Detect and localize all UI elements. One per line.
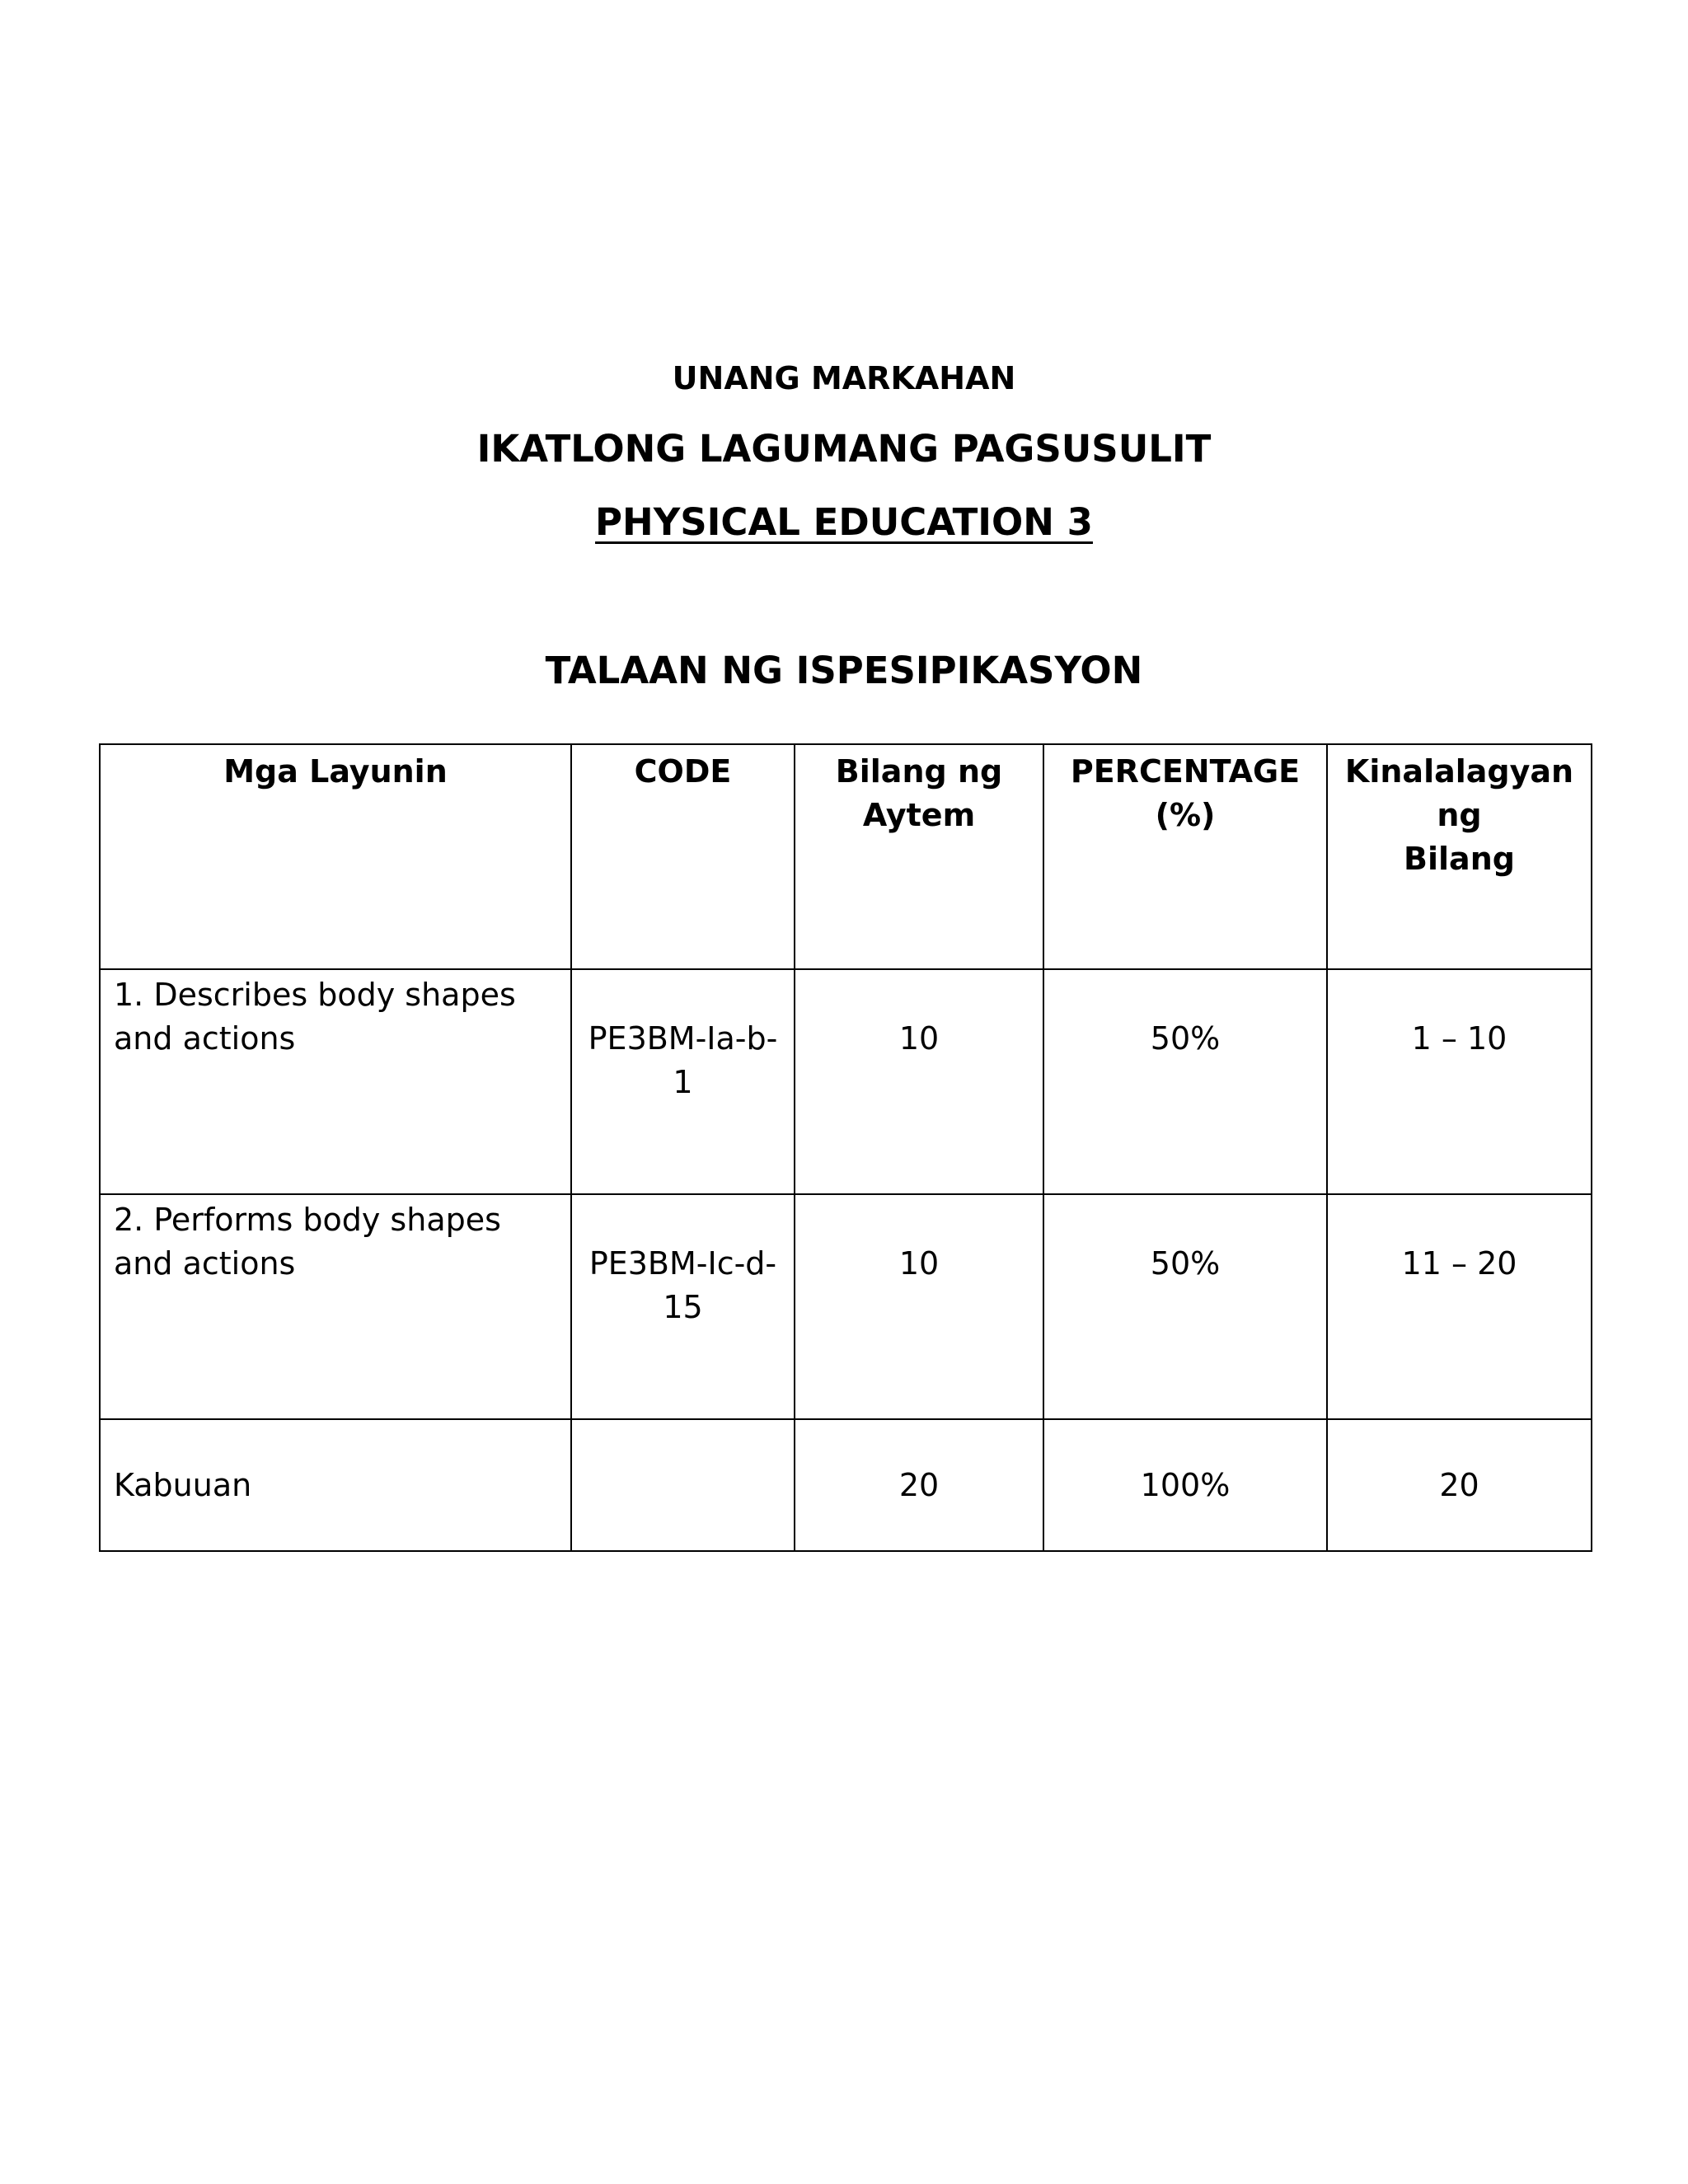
- table-row: [100, 1194, 1592, 1419]
- total-percentage-cell: 100%: [1043, 1419, 1327, 1551]
- total-row: [100, 1419, 1592, 1551]
- quarter-heading: UNANG MARKAHAN: [672, 360, 1016, 396]
- code-cell: PE3BM-Ic-d-15: [571, 1194, 795, 1419]
- items-cell: 10: [795, 969, 1043, 1194]
- header-percentage: PERCENTAGE (%): [1043, 744, 1327, 969]
- percentage-cell: 50%: [1043, 969, 1327, 1194]
- table-title: TALAAN NG ISPESIPIKASYON: [545, 649, 1143, 692]
- total-code-cell: [571, 1419, 795, 1551]
- code-cell: PE3BM-Ia-b-1: [571, 969, 795, 1194]
- header-location: Kinalalagyan ng Bilang: [1327, 744, 1592, 969]
- header-code: CODE: [571, 744, 795, 969]
- specification-table: [99, 743, 1592, 1552]
- table-header-row: [100, 744, 1592, 969]
- total-location-cell: 20: [1327, 1419, 1592, 1551]
- location-cell: 11 – 20: [1327, 1194, 1592, 1419]
- location-cell: 1 – 10: [1327, 969, 1592, 1194]
- table-row: [100, 969, 1592, 1194]
- total-label: Kabuuan: [100, 1419, 571, 1551]
- header-items: Bilang ng Aytem: [795, 744, 1043, 969]
- percentage-cell: 50%: [1043, 1194, 1327, 1419]
- items-cell: 10: [795, 1194, 1043, 1419]
- header-objectives: Mga Layunin: [100, 744, 571, 969]
- objective-cell: 2. Performs body shapes and actions: [100, 1194, 571, 1419]
- exam-title: IKATLONG LAGUMANG PAGSUSULIT: [476, 427, 1212, 471]
- total-items-cell: 20: [795, 1419, 1043, 1551]
- subject-title: PHYSICAL EDUCATION 3: [595, 500, 1093, 544]
- objective-cell: 1. Describes body shapes and actions: [100, 969, 571, 1194]
